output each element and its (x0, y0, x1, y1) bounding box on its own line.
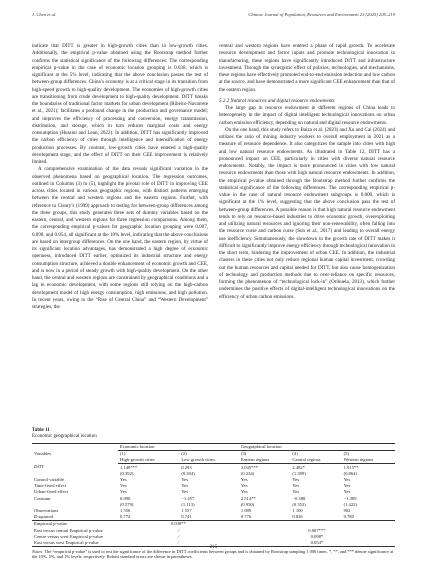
table-row (32, 464, 395, 471)
left-column (32, 43, 208, 311)
column-number: (4) (292, 451, 298, 457)
header-authors: J. Chen et al. (32, 12, 57, 17)
table-cell: 902 (343, 507, 351, 513)
body-columns (32, 43, 395, 363)
paragraph: A comprehensive examination of the data reveals significant variation in the observed phenomena based on geographical location. The regression outcomes, outlined in Columns (3) to (5), highlight the pivotal role of DITT in improving CEE across cities located in various geographic regions, with distinct patterns emerging between the central and western regions and the eastern regions. Further, with reference to Cleary’s (1999) approach to testing for between-group differences among the three groups, this study generates three sets of dummy variables based on the eastern, central, and western regions for three regression comparisons. Among them, the corresponding empirical p-values for geographic location grouping were 0.007, 0.098, and 0.054, all significant at the 10% level, indicating that the above conclusions are based on intergroup differences. On the one hand, the eastern region, by virtue of its significant location advantages, has demonstrated a high degree of economic openness, introduced DITT earlier, optimized its industrial structure and energy consumption structure, achieved a double enhancement of economic growth and CEE, and is now in a period of steady growth with high-quality development. On the other hand, the central and western regions are constrained by geographical conditions and a lag in economic development, with some regions still relying on the high-carbon development model of high energy consumption, high emissions, and high pollution. In recent years, owing to the “Rise of Central China” and “Western Development” strategies, the (32, 166, 208, 310)
column-name: Central regions (290, 457, 341, 464)
variables-header: Variables (32, 443, 118, 464)
paragraph: On the one hand, this study refers to Baiza et al. (2023) and Xu and Cai (2024) and utilizes the ratio of mining industry workers to overall employment in 2021 as a measure of resource dependence. It also categorizes the sample into cities with high and low natural resource endowments. As illustrated in Table 12, DITT has a pronounced impact on CEE, particularly in cities with diverse natural resource endowments. Notably, the impact is more pronounced in cities with low natural resource endowments than those with high natural resource endowments. In addition, the empirical p-value obtained through the Bootstrap method further confirms the statistical significance of the following differences. The corresponding empirical p-value in the case of natural resource endowment subgroups is 0.000, which is significant at the 1% level, suggesting that the above conclusion pass the test of between-group differences. A possible reason is that high natural resource endowment tends to rely on resource-based industries to drive economic growth, overexploiting and utilizing natural resources and ignoring their non-renewability, often falling into the resource curse and carbon curse (Sun et al., 2017) and leading to overall energy use inefficiency. Simultaneously, the slowdown in the growth rate of DITT makes it difficult to significantly improve energy efficiency through technological innovation in the short term, hindering the improvement of urban CEE. In addition, the industrial clusters in these cities not only reduce regional human capital investment, crowding out the human resources and capital needed for DITT, but also cause homogenization of technology and production methods due to over-reliance on specific resources, forming the phenomenon of “technological lock-in” (Orihuela, 2013), which further undermines the positive effects of digital-intelligent technological innovations on the efficiency of urban carbon emissions. (219, 126, 395, 300)
table-cell: Yes (181, 489, 188, 495)
table-11 (32, 428, 395, 560)
table-cell: Yes (292, 483, 300, 489)
table-row (32, 514, 395, 521)
table-cell: −1.309 (343, 495, 357, 501)
group-header-geographical: Geographical location (239, 443, 395, 450)
table-cell: 2.482* (292, 464, 306, 470)
section-heading: 5.2.2 Natural resources and digital resource endowments (219, 97, 335, 104)
table-cell: (0.304) (181, 470, 195, 476)
pvalue-label: East versus west Empirical p-value (32, 540, 118, 547)
table-cell: Yes (181, 477, 188, 483)
column-name: Western regions (342, 457, 395, 464)
table-label: Table 11 (32, 428, 50, 433)
table-cell: 1.149*** (120, 464, 138, 470)
pvalue-economic: 0.038** (170, 521, 186, 527)
row-label: Observations (34, 507, 59, 513)
column-name: Low growth cities (179, 457, 239, 464)
table-cell: Yes (240, 489, 248, 495)
table-cell: 1 089 (240, 507, 252, 513)
column-name: Eastern regions (239, 457, 291, 464)
table-cell: (0.579) (120, 501, 134, 507)
table-cell: (0.950) (240, 501, 255, 507)
column-number: (2) (181, 451, 187, 457)
table-cell: Yes (240, 477, 248, 483)
table-cell: 0.090 (120, 495, 131, 501)
row-label: Time-fixed effect (34, 483, 67, 489)
table-cell: (1.113) (181, 501, 195, 507)
row-label: Constant (34, 495, 51, 501)
pvalue-label: Centre versus west Empirical p-value (34, 533, 103, 539)
page-number: 215 (209, 545, 218, 550)
column-number: (5) (343, 451, 349, 457)
table-note-text: The “empirical p-value” is used to test the significance of the difference in DITT coefficients between groups and is obtained by Bootstrap sampling 1 000 times. *, **, and *** denote significance at the 10%, 5%, and 1% levels, respectively. Robust standard errors are shown in parentheses. (32, 548, 394, 560)
table-title: Economic geographical location (32, 434, 97, 440)
table-caption (32, 428, 395, 441)
pvalue-geographical (239, 521, 395, 528)
group-header-economic: Economic location (118, 443, 239, 450)
running-header (32, 12, 395, 22)
pvalue-economic: ⁄ (178, 533, 179, 539)
table-cell: 1 100 (292, 507, 303, 513)
table-cell: Yes (120, 477, 127, 483)
right-column (219, 43, 395, 301)
table-cell: (0.353) (292, 501, 306, 507)
table-cell: Yes (181, 483, 188, 489)
paragraph: The large gap in resource endowment in different regions of China leads to heterogeneity in the impact of digital intelligent technological innovations on urban carbon emission efficiency, depending on natural and digital resource endowments. (219, 105, 395, 126)
pvalue-geographical: 0.007*** (308, 527, 326, 533)
table-cell: Yes (292, 477, 300, 483)
table-cell: 3.045*** (240, 464, 259, 470)
table-cell: Yes (343, 477, 351, 483)
header-journal: Chinese Journal of Population, Resources and Environment 23 (2025) 209–219 (248, 12, 395, 17)
table-cell: (0.392) (120, 470, 134, 476)
paragraph: central and western regions have entered a phase of rapid growth. To accelerate resource development and factor inputs and promote technological innovation in manufacturing, these regions have significantly introduced DITT and infrastructure investment. Through the synergistic effect of policies, technologies, and mechanisms, these regions have effectively promoted end-to-end emission reduction and low carbon at the source, and have demonstrated a more significant CEE enhancement than that of the eastern region. (219, 43, 395, 93)
paragraph: indicate that DITT is greater in high-growth cities than in low-growth cities. Additionally, the empirical p-value obtained using the Bootstrap method further confirms the statistical significance of the following differences: The corresponding empirical p-value in the case of economic location grouping is 0.038, which is significant at the 5% level, indicating that the above conclusion passes the test of between-group differences. China’s economy is at a critical stage in its transition from high-speed growth to high-quality development. The economies of high-growth cities are transitioning from crude development to high-quality development. DITT breaks the boundaries of traditional factor markets for urban development (Ribeiro-Navarrete et al., 2021); facilitates a profound change in the production and governance model; and improves the efficiency of processing and conversion, energy transmission, distribution, and storage, which in turn reduces marginal costs and energy consumption (Hussini and Lean, 2022). In addition, DITT has significantly improved the carbon efficiency of cities through intelligence and intensification of energy production processes. By contrast, low-growth cities have entered a high-quality development stage, and the effect of DITT on their CEE improvement is relatively limited. (32, 43, 208, 165)
table-cell: Yes (343, 483, 351, 489)
table-cell: 0.774 (118, 514, 179, 521)
pvalue-geographical: 0.054* (239, 540, 395, 547)
pvalue-economic: ⁄ (118, 540, 239, 547)
table-cell: Yes (343, 489, 351, 495)
pvalue-row (32, 521, 395, 528)
column-number: (1) (120, 451, 126, 457)
column-name: High-growth cities (118, 457, 179, 464)
row-label: Urban-fixed effect (34, 489, 68, 495)
table-cell: 0.293 (181, 464, 192, 470)
table-cell: 1 556 (120, 507, 131, 513)
row-label: DITT (34, 464, 44, 470)
table-cell: (1.422) (343, 501, 357, 507)
table-cell: −1.457 (181, 495, 195, 501)
pvalue-economic: ⁄ (178, 527, 179, 533)
table-cell: 0.776 (239, 514, 291, 521)
regression-table (32, 443, 395, 547)
table-cell: 2.514** (240, 495, 256, 501)
pvalue-label: East versus central Empirical p-value (34, 527, 103, 533)
table-cell: (0.864) (343, 470, 357, 476)
pvalue-label: Empirical p-value (34, 521, 68, 527)
table-cell: 1 557 (181, 507, 192, 513)
table-note-prefix: Notes: (32, 548, 44, 554)
row-label: R-squared (32, 514, 118, 521)
table-cell: 0.826 (290, 514, 341, 521)
table-cell: 1.915** (343, 464, 359, 470)
table-cell: −0.388 (292, 495, 306, 501)
table-cell: 0.780 (342, 514, 395, 521)
table-cell: Yes (120, 483, 127, 489)
table-cell: (1.399) (292, 470, 306, 476)
pvalue-geographical: 0.098* (310, 533, 324, 539)
row-label: Control variable (34, 477, 64, 483)
table-cell: Yes (240, 483, 248, 489)
table-note (32, 549, 395, 560)
table-cell: (0.234) (240, 470, 255, 476)
table-cell: Yes (120, 489, 127, 495)
table-cell: Yes (292, 489, 300, 495)
column-number: (3) (240, 451, 247, 457)
table-cell: 0.741 (179, 514, 239, 521)
